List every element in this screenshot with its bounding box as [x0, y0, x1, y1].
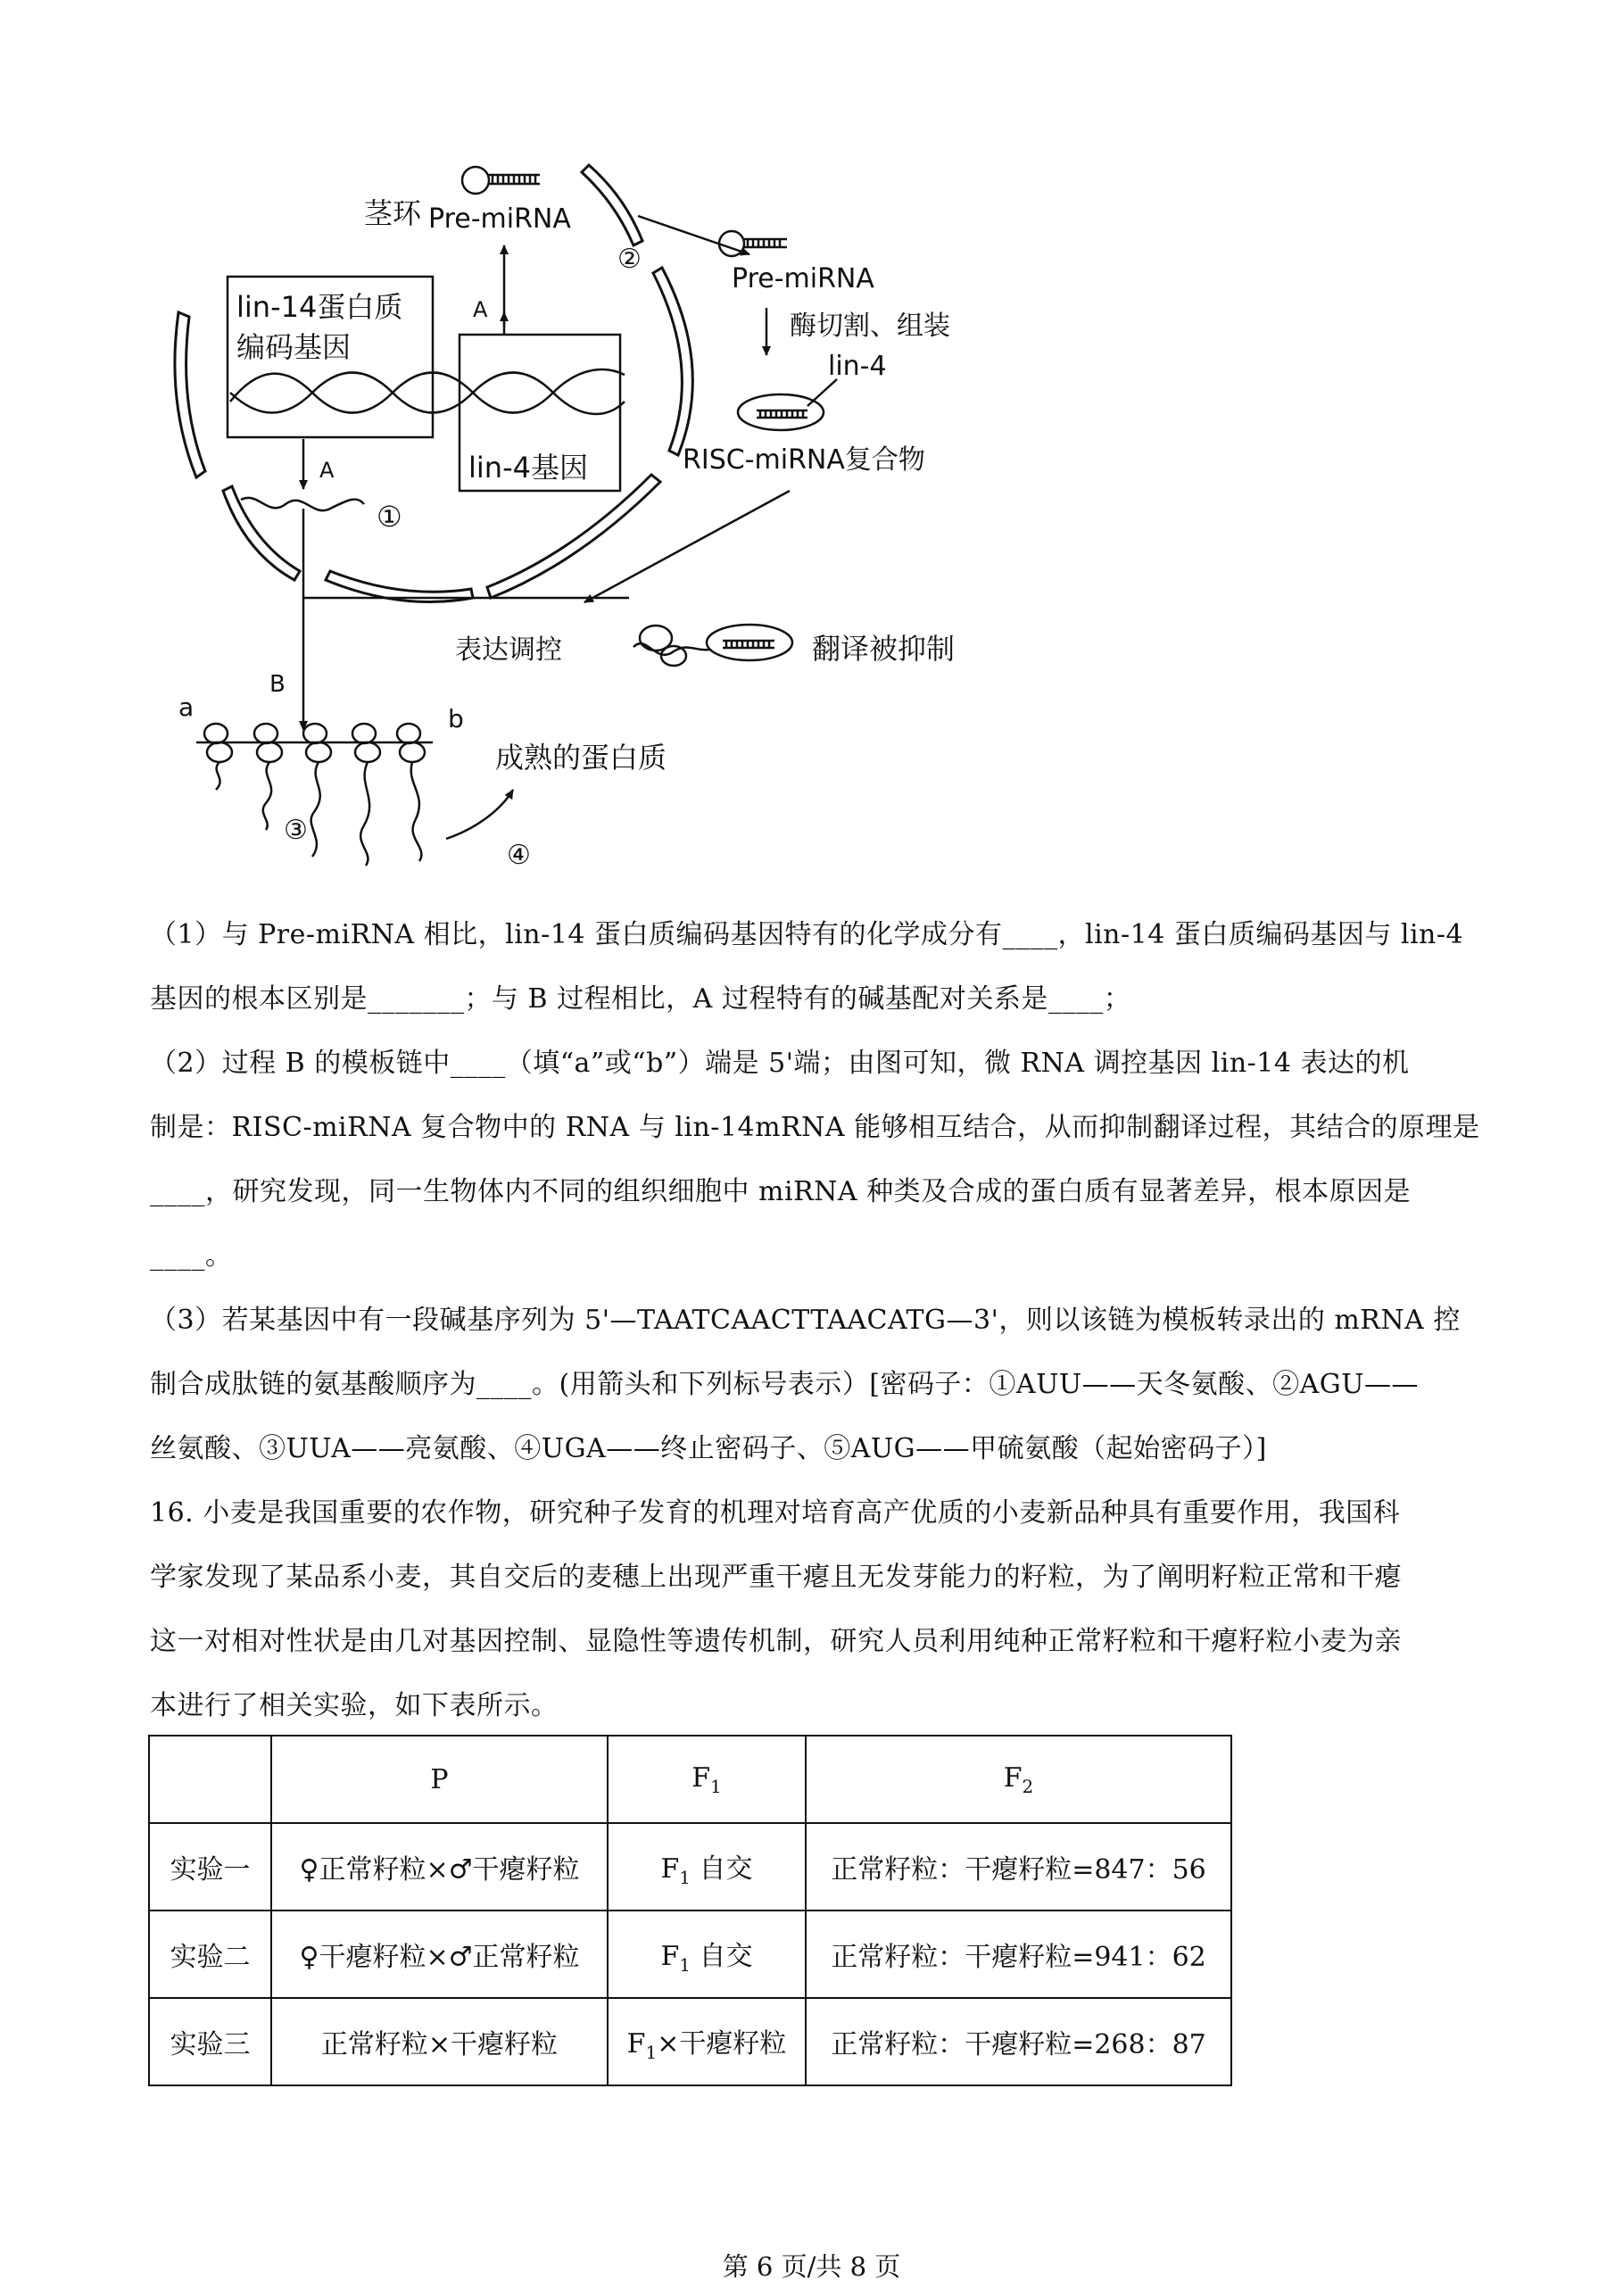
pre-mirna-right-label: Pre-miRNA — [732, 263, 874, 294]
stem-loop-label: 茎环 — [364, 196, 422, 230]
row-name: 实验二 — [149, 1911, 271, 1998]
row-p: ♀干瘪籽粒×♂正常籽粒 — [271, 1911, 608, 1998]
pre-mirna-left-label: Pre-miRNA — [428, 203, 571, 235]
pre-mirna-hairpin-left — [462, 167, 540, 194]
row-f1-sub: 1 — [679, 1866, 691, 1888]
polysome — [196, 724, 433, 866]
inhibited-label: 翻译被抑制 — [812, 632, 956, 666]
step3-label: ③ — [284, 815, 308, 846]
table-row — [149, 1911, 1231, 1998]
header-f2 — [806, 1736, 1231, 1823]
row-f1 — [608, 1823, 806, 1911]
export-arrow — [638, 216, 749, 254]
risc-label: RISC-miRNA复合物 — [683, 444, 925, 476]
q16-line3: 这一对相对性状是由几对基因控制、显隐性等遗传机制，研究人员利用纯种正常籽粒和干瘪籽粒小麦为亲 — [150, 1626, 1402, 1657]
row-name: 实验三 — [149, 1998, 271, 2085]
header-f1-sub: 1 — [710, 1775, 722, 1797]
row-p: ♀正常籽粒×♂干瘪籽粒 — [271, 1823, 608, 1911]
q1-line1: （1）与 Pre-miRNA 相比，lin-14 蛋白质编码基因特有的化学成分有____，lin-14 蛋白质编码基因与 lin-4 — [150, 919, 1464, 950]
q2-line4: ____。 — [150, 1240, 233, 1272]
lin14-mrna — [241, 498, 364, 510]
header-p: P — [271, 1736, 608, 1823]
regulation-label: 表达调控 — [455, 634, 562, 666]
header-f2-base: F — [1003, 1761, 1023, 1794]
q2-line1: （2）过程 B 的模板链中____（填“a”或“b”）端是 5'端；由图可知，微 RNA 调控基因 lin-14 表达的机 — [150, 1048, 1410, 1079]
q16-line4: 本进行了相关实验，如下表所示。 — [150, 1690, 559, 1721]
lin14-gene-label-1: lin-14蛋白质 — [236, 290, 403, 324]
risc-complex — [738, 379, 837, 430]
mirna-regulation-diagram — [161, 134, 1008, 892]
q2-line2: 制是：RISC-miRNA 复合物中的 RNA 与 lin-14mRNA 能够相互结合，从而抑制翻译过程，其结合的原理是 — [150, 1112, 1480, 1143]
table-row — [149, 1998, 1231, 2085]
header-blank — [149, 1736, 271, 1823]
header-f1 — [608, 1736, 806, 1823]
step1-label: ① — [377, 500, 402, 534]
end-b-label: b — [448, 704, 464, 734]
header-f1-base: F — [691, 1761, 711, 1794]
row-f1-rest: ×干瘪籽粒 — [657, 2027, 787, 2060]
lin4-label: lin-4 — [828, 351, 887, 382]
row-f1-rest: 自交 — [691, 1853, 753, 1885]
step4-label: ④ — [507, 840, 531, 871]
row-f1-rest: 自交 — [691, 1940, 753, 1972]
row-f1-sub: 1 — [679, 1953, 691, 1976]
q3-line1: （3）若某基因中有一段碱基序列为 5'—TAATCAACTTAACATG—3'，则以该链为模板转录出的 mRNA 控 — [150, 1305, 1461, 1336]
q2-line3: ____，研究发现，同一生物体内不同的组织细胞中 miRNA 种类及合成的蛋白质有显著差异，根本原因是 — [150, 1176, 1412, 1207]
A-label-up: A — [473, 297, 488, 322]
dna-double-helix — [230, 369, 625, 414]
row-f1-base: F — [660, 1940, 680, 1972]
row-name: 实验一 — [149, 1823, 271, 1911]
row-f1-base: F — [626, 2027, 646, 2060]
page-footer: 第 6 页/共 8 页 — [722, 2251, 901, 2282]
q3-line2: 制合成肽链的氨基酸顺序为____。(用箭头和下列标号表示）[密码子：①AUU——天冬氨酸、②AGU—— — [150, 1369, 1420, 1400]
row-f1 — [608, 1911, 806, 1998]
folding-arrow — [446, 790, 513, 839]
diagram-svg — [161, 134, 1008, 892]
A-label-down: A — [319, 458, 335, 483]
end-a-label: a — [178, 692, 195, 722]
lin14-gene-label-2: 编码基因 — [236, 330, 352, 364]
table-header-row — [149, 1736, 1231, 1823]
q16-line2: 学家发现了某品系小麦，其自交后的麦穗上出现严重干瘪且无发芽能力的籽粒，为了阐明籽粒正常和干瘪 — [150, 1562, 1402, 1593]
q3-line3: 丝氨酸、③UUA——亮氨酸、④UGA——终止密码子、⑤AUG——甲硫氨酸（起始密码子）] — [150, 1433, 1267, 1464]
lin4-gene-label: lin-4基因 — [468, 451, 588, 485]
row-f2: 正常籽粒：干瘪籽粒=268：87 — [806, 1998, 1231, 2085]
B-label: B — [269, 671, 286, 698]
pre-mirna-hairpin-right — [719, 231, 787, 256]
row-p: 正常籽粒×干瘪籽粒 — [271, 1998, 608, 2085]
table-row — [149, 1823, 1231, 1911]
inhibited-translation — [633, 625, 792, 666]
row-f1-base: F — [660, 1853, 680, 1885]
row-f2: 正常籽粒：干瘪籽粒=847：56 — [806, 1823, 1231, 1911]
row-f2: 正常籽粒：干瘪籽粒=941：62 — [806, 1911, 1231, 1998]
enzyme-label: 酶切割、组装 — [790, 311, 950, 342]
mature-protein-label: 成熟的蛋白质 — [495, 741, 667, 775]
step2-label: ② — [617, 244, 642, 275]
row-f1 — [608, 1998, 806, 2085]
q1-line2: 基因的根本区别是_______；与 B 过程相比，A 过程特有的碱基配对关系是____； — [150, 983, 1131, 1015]
header-f2-sub: 2 — [1022, 1775, 1034, 1797]
row-f1-sub: 1 — [645, 2041, 658, 2063]
q16-line1: 16. 小麦是我国重要的农作物，研究种子发育的机理对培育高产优质的小麦新品种具有重要作用，我国科 — [150, 1497, 1401, 1529]
cross-experiment-table — [148, 1735, 1232, 2086]
question-15-subparts — [150, 903, 1488, 1738]
